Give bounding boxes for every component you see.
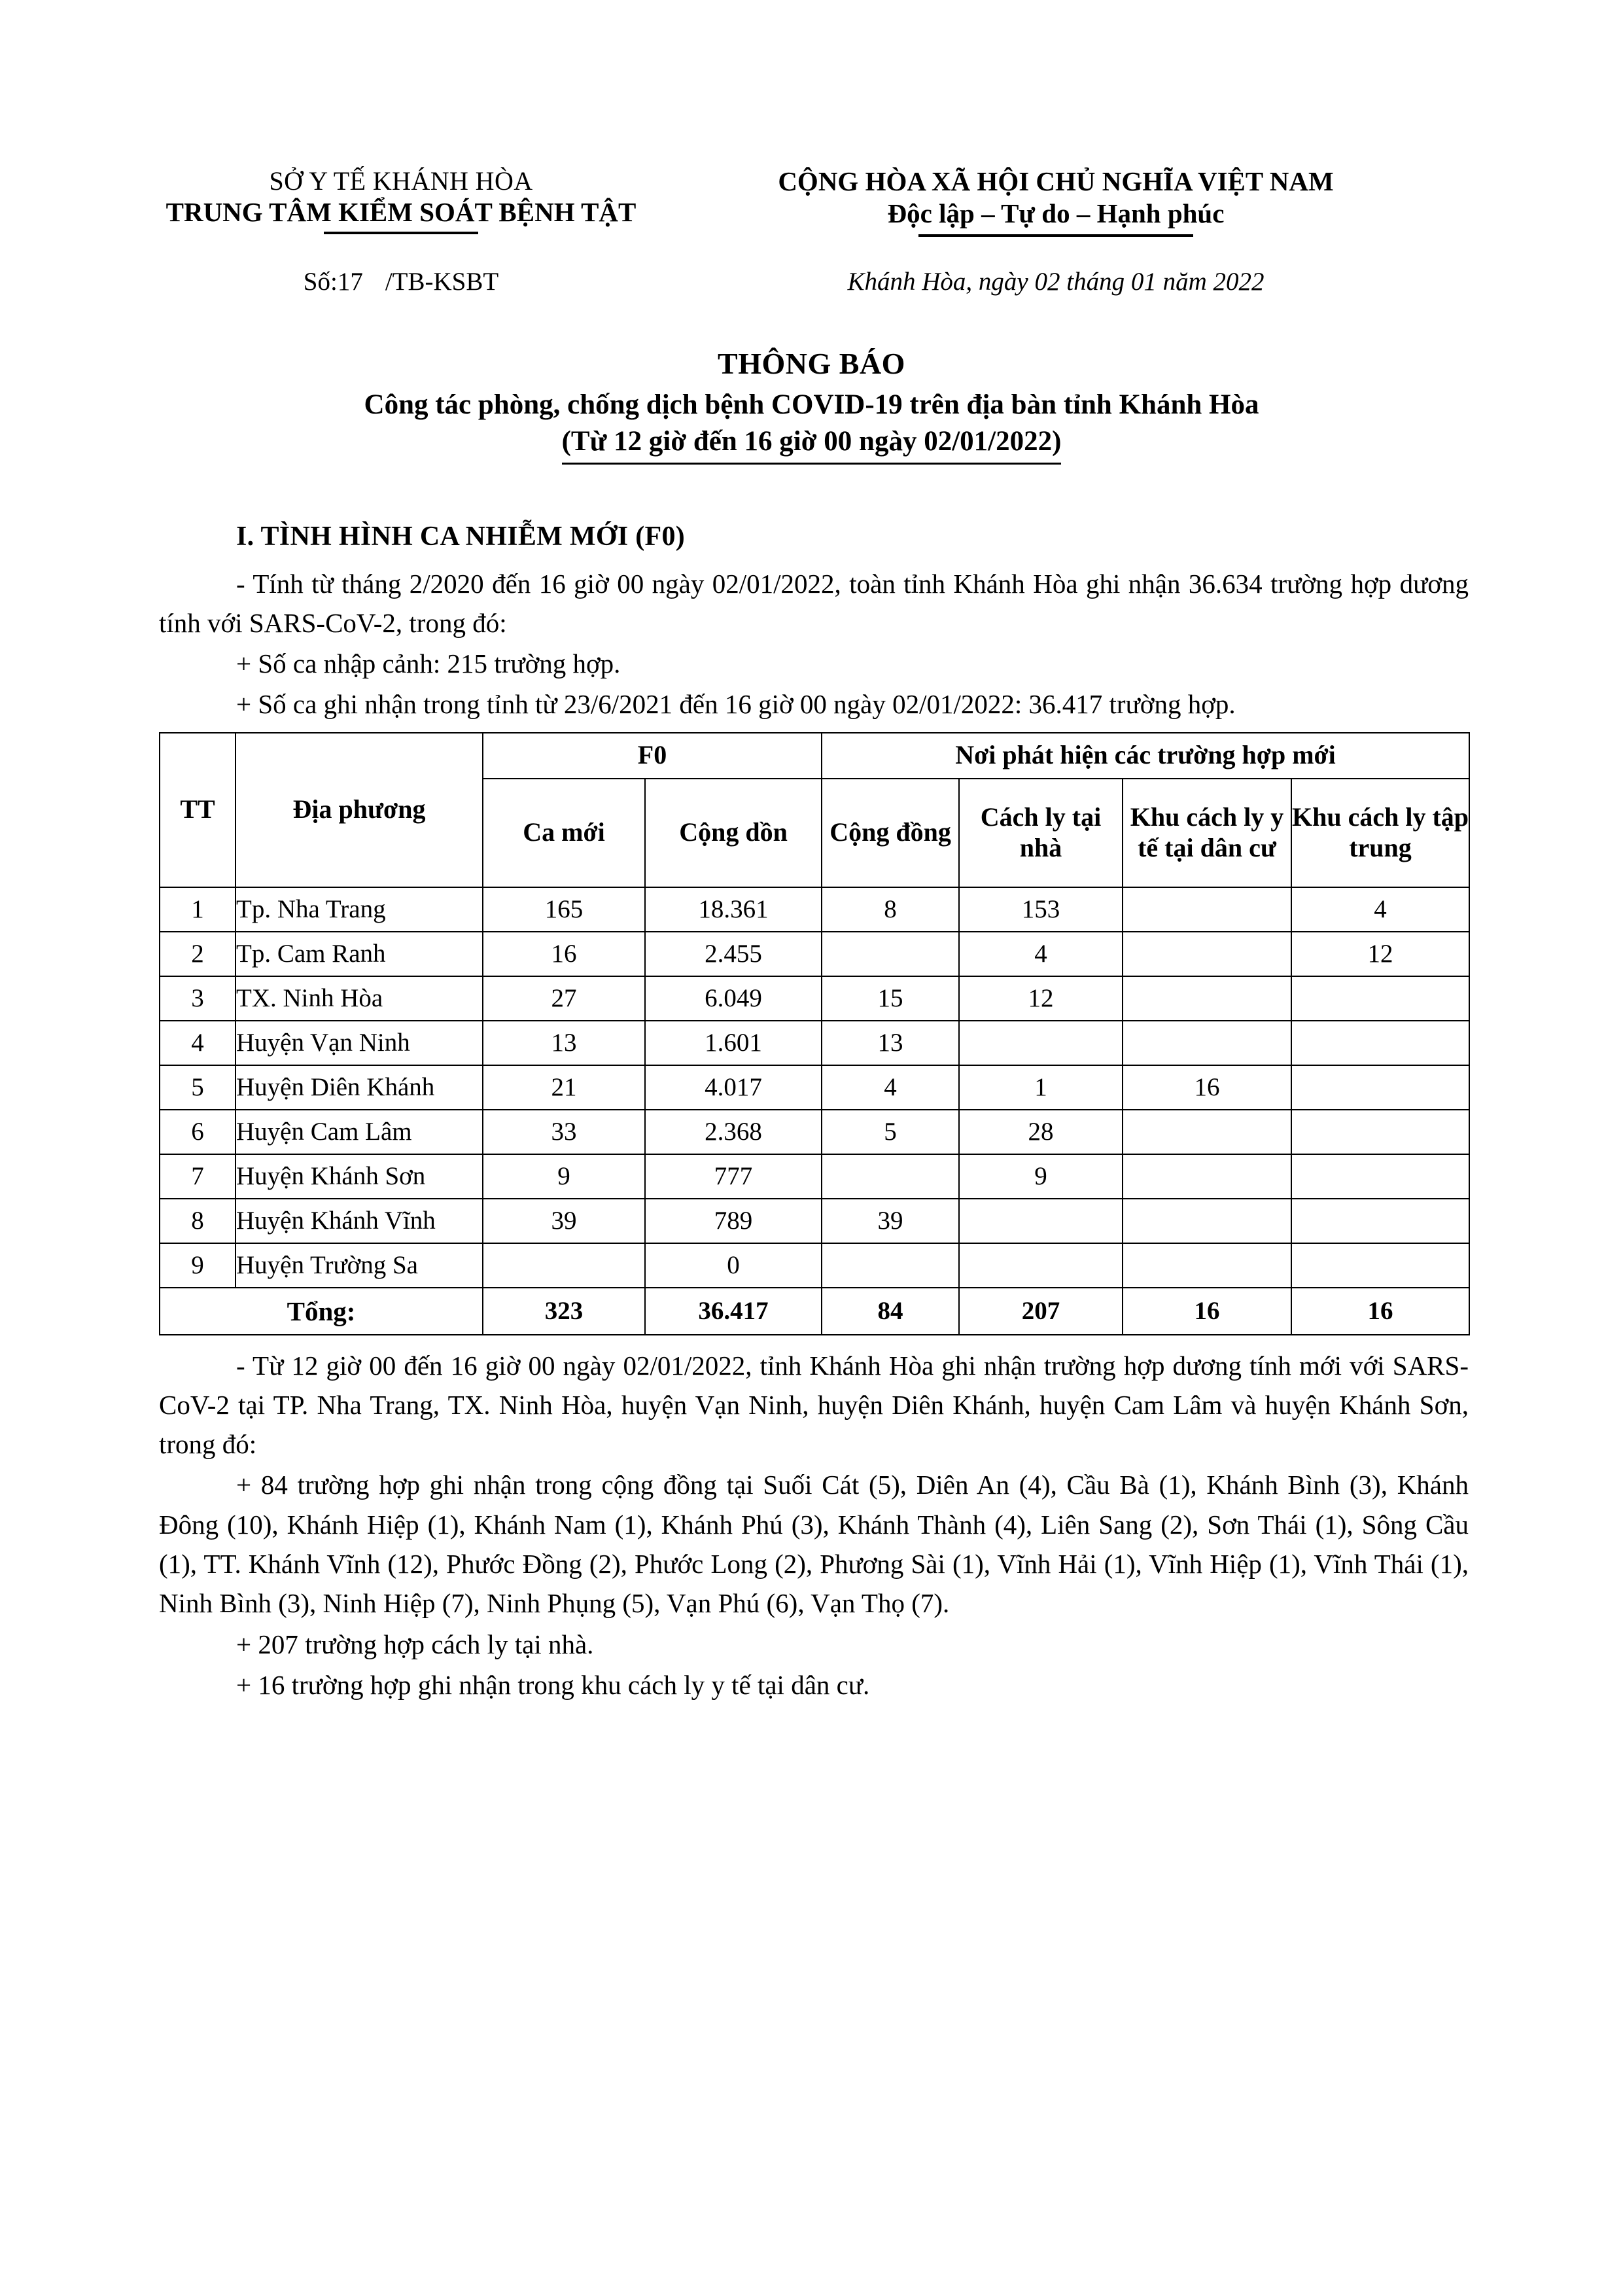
document-number-prefix: Số:17 [303, 268, 363, 296]
center-name: TRUNG TÂM KIỂM SOÁT BỆNH TẬT [166, 196, 637, 227]
cell-home-quarantine: 12 [959, 976, 1123, 1021]
table-row [160, 1199, 1469, 1243]
cell-medical-quarantine [1123, 1243, 1291, 1288]
letterhead-divider-left [324, 232, 478, 234]
cell-total-centralized-quarantine: 16 [1291, 1288, 1469, 1335]
national-heading [643, 167, 1469, 237]
cell-cumulative: 0 [645, 1243, 822, 1288]
document-number-suffix: /TB-KSBT [385, 268, 499, 296]
cell-cumulative: 4.017 [645, 1065, 822, 1110]
th-medical-quarantine-residential: Khu cách ly y tế tại dân cư [1123, 779, 1291, 887]
cell-medical-quarantine [1123, 1154, 1291, 1199]
country-name: CỘNG HÒA XÃ HỘI CHỦ NGHĨA VIỆT NAM [778, 166, 1334, 196]
cell-total-home-quarantine: 207 [959, 1288, 1123, 1335]
cell-new-cases: 165 [483, 887, 645, 932]
th-cumulative: Cộng dồn [645, 779, 822, 887]
section-one-paragraph-1: - Tính từ tháng 2/2020 đến 16 giờ 00 ngày 02/01/2022, toàn tỉnh Khánh Hòa ghi nhận 36.634 trường hợp dương tính với SARS-CoV-2, trong đó: [159, 568, 1469, 638]
letterhead-divider-right [918, 234, 1193, 237]
cell-community [822, 1154, 959, 1199]
section-one-paragraph-5: + 84 trường hợp ghi nhận trong cộng đồng tại Suối Cát (5), Diên An (4), Cầu Bà (1), Khánh Bình (3), Khánh Đông (10), Khánh Hiệp (1), Khánh Nam (1), Khánh Phú (3), Khánh Thành (4), Liên Sang (2), Sơn Thái (1), Sông Cầu (1), TT. Khánh Vĩnh (12), Phước Đồng (2), Phước Long (2), Phương Sài (1), Vĩnh Hải (1), Vĩnh Hiệp (1), Vĩnh Thái (1), Ninh Bình (3), Ninh Hiệp (7), Ninh Phụng (5), Vạn Phú (6), Vạn Thọ (7). [159, 1470, 1469, 1619]
section-one-paragraph-4: - Từ 12 giờ 00 đến 16 giờ 00 ngày 02/01/2022, tỉnh Khánh Hòa ghi nhận trường hợp dương tính mới với SARS-CoV-2 tại TP. Nha Trang, TX. Ninh Hòa, huyện Vạn Ninh, huyện Diên Khánh, huyện Cam Lâm và huyện Khánh Sơn, trong đó: [159, 1350, 1469, 1460]
cell-total-label: Tổng: [160, 1288, 483, 1335]
cell-centralized-quarantine [1291, 1243, 1469, 1288]
section-one-after-table [0, 1346, 1623, 1704]
th-new-cases: Ca mới [483, 779, 645, 887]
document-number [159, 267, 643, 296]
cell-medical-quarantine [1123, 932, 1291, 976]
cell-locality: Huyện Trường Sa [236, 1243, 483, 1288]
th-locality: Địa phương [236, 733, 483, 887]
cell-cumulative: 789 [645, 1199, 822, 1243]
document-title-block [0, 345, 1623, 465]
cell-total-cumulative: 36.417 [645, 1288, 822, 1335]
table-row [160, 887, 1469, 932]
letterhead [0, 0, 1623, 237]
cell-home-quarantine: 4 [959, 932, 1123, 976]
cell-cumulative: 777 [645, 1154, 822, 1199]
table-total-row [160, 1288, 1469, 1335]
cell-new-cases: 21 [483, 1065, 645, 1110]
cell-home-quarantine: 153 [959, 887, 1123, 932]
cell-medical-quarantine [1123, 1199, 1291, 1243]
cell-tt: 1 [160, 887, 236, 932]
cell-medical-quarantine [1123, 1110, 1291, 1154]
cell-locality: TX. Ninh Hòa [236, 976, 483, 1021]
section-one-paragraph-6: + 207 trường hợp cách ly tại nhà. [236, 1629, 594, 1659]
th-group-f0: F0 [483, 733, 822, 779]
cell-cumulative: 6.049 [645, 976, 822, 1021]
cell-community: 5 [822, 1110, 959, 1154]
cell-total-medical-quarantine: 16 [1123, 1288, 1291, 1335]
cell-centralized-quarantine: 4 [1291, 887, 1469, 932]
table-header-row-groups [160, 733, 1469, 779]
cell-tt: 9 [160, 1243, 236, 1288]
section-one-heading: I. TÌNH HÌNH CA NHIỄM MỚI (F0) [236, 521, 686, 552]
cell-tt: 6 [160, 1110, 236, 1154]
cell-centralized-quarantine [1291, 1021, 1469, 1065]
cell-community: 4 [822, 1065, 959, 1110]
cell-locality: Huyện Vạn Ninh [236, 1021, 483, 1065]
cell-tt: 2 [160, 932, 236, 976]
document-period: (Từ 12 giờ đến 16 giờ 00 ngày 02/01/2022) [562, 423, 1062, 465]
cell-tt: 4 [160, 1021, 236, 1065]
place-and-date: Khánh Hòa, ngày 02 tháng 01 năm 2022 [847, 268, 1265, 296]
cell-home-quarantine [959, 1243, 1123, 1288]
cell-locality: Tp. Nha Trang [236, 887, 483, 932]
table-row [160, 976, 1469, 1021]
cell-home-quarantine [959, 1021, 1123, 1065]
cell-cumulative: 2.455 [645, 932, 822, 976]
cell-new-cases: 16 [483, 932, 645, 976]
cell-centralized-quarantine [1291, 1065, 1469, 1110]
cell-centralized-quarantine [1291, 1199, 1469, 1243]
cell-home-quarantine: 28 [959, 1110, 1123, 1154]
cell-cumulative: 1.601 [645, 1021, 822, 1065]
cell-new-cases: 33 [483, 1110, 645, 1154]
cell-home-quarantine: 9 [959, 1154, 1123, 1199]
cell-community: 39 [822, 1199, 959, 1243]
table-row [160, 1243, 1469, 1288]
th-home-quarantine: Cách ly tại nhà [959, 779, 1123, 887]
table-row [160, 932, 1469, 976]
cell-home-quarantine [959, 1199, 1123, 1243]
cell-cumulative: 2.368 [645, 1110, 822, 1154]
cell-new-cases: 27 [483, 976, 645, 1021]
cell-centralized-quarantine [1291, 976, 1469, 1021]
national-motto: Độc lập – Tự do – Hạnh phúc [887, 198, 1225, 228]
cell-tt: 3 [160, 976, 236, 1021]
cell-community: 13 [822, 1021, 959, 1065]
th-centralized-quarantine: Khu cách ly tập trung [1291, 779, 1469, 887]
cell-new-cases: 13 [483, 1021, 645, 1065]
cell-cumulative: 18.361 [645, 887, 822, 932]
cell-community: 8 [822, 887, 959, 932]
cell-medical-quarantine: 16 [1123, 1065, 1291, 1110]
section-one-paragraph-2: + Số ca nhập cảnh: 215 trường hợp. [236, 648, 621, 679]
table-row [160, 1021, 1469, 1065]
table-row [160, 1154, 1469, 1199]
th-community: Cộng đồng [822, 779, 959, 887]
cell-centralized-quarantine [1291, 1110, 1469, 1154]
cell-centralized-quarantine [1291, 1154, 1469, 1199]
th-group-detection-place: Nơi phát hiện các trường hợp mới [822, 733, 1469, 779]
document-title: THÔNG BÁO [718, 347, 905, 381]
cell-home-quarantine: 1 [959, 1065, 1123, 1110]
table-row [160, 1065, 1469, 1110]
section-one-paragraph-3: + Số ca ghi nhận trong tỉnh từ 23/6/2021 đến 16 giờ 00 ngày 02/01/2022: 36.417 trường hợp. [236, 689, 1236, 720]
cell-total-community: 84 [822, 1288, 959, 1335]
cell-new-cases [483, 1243, 645, 1288]
cell-tt: 7 [160, 1154, 236, 1199]
section-one-paragraph-7: + 16 trường hợp ghi nhận trong khu cách ly y tế tại dân cư. [236, 1669, 870, 1700]
table-body [160, 887, 1469, 1335]
cell-medical-quarantine [1123, 1021, 1291, 1065]
cell-locality: Huyện Khánh Sơn [236, 1154, 483, 1199]
cell-locality: Huyện Cam Lâm [236, 1110, 483, 1154]
table-head [160, 733, 1469, 887]
cell-centralized-quarantine: 12 [1291, 932, 1469, 976]
cell-locality: Huyện Khánh Vĩnh [236, 1199, 483, 1243]
case-statistics-table [159, 732, 1470, 1335]
cell-total-new-cases: 323 [483, 1288, 645, 1335]
cell-tt: 5 [160, 1065, 236, 1110]
cell-new-cases: 39 [483, 1199, 645, 1243]
document-number-row [0, 267, 1623, 296]
cell-community [822, 932, 959, 976]
cell-medical-quarantine [1123, 976, 1291, 1021]
department-name: SỞ Y TẾ KHÁNH HÒA [269, 166, 533, 196]
cell-medical-quarantine [1123, 887, 1291, 932]
cell-locality: Tp. Cam Ranh [236, 932, 483, 976]
cell-new-cases: 9 [483, 1154, 645, 1199]
cell-locality: Huyện Diên Khánh [236, 1065, 483, 1110]
case-table-wrapper [0, 732, 1623, 1335]
table-row [160, 1110, 1469, 1154]
section-one [0, 517, 1623, 724]
cell-community [822, 1243, 959, 1288]
document-subtitle: Công tác phòng, chống dịch bệnh COVID-19 trên địa bàn tỉnh Khánh Hòa [364, 389, 1259, 421]
th-tt: TT [160, 733, 236, 887]
cell-community: 15 [822, 976, 959, 1021]
issuing-organization [159, 167, 643, 237]
cell-tt: 8 [160, 1199, 236, 1243]
